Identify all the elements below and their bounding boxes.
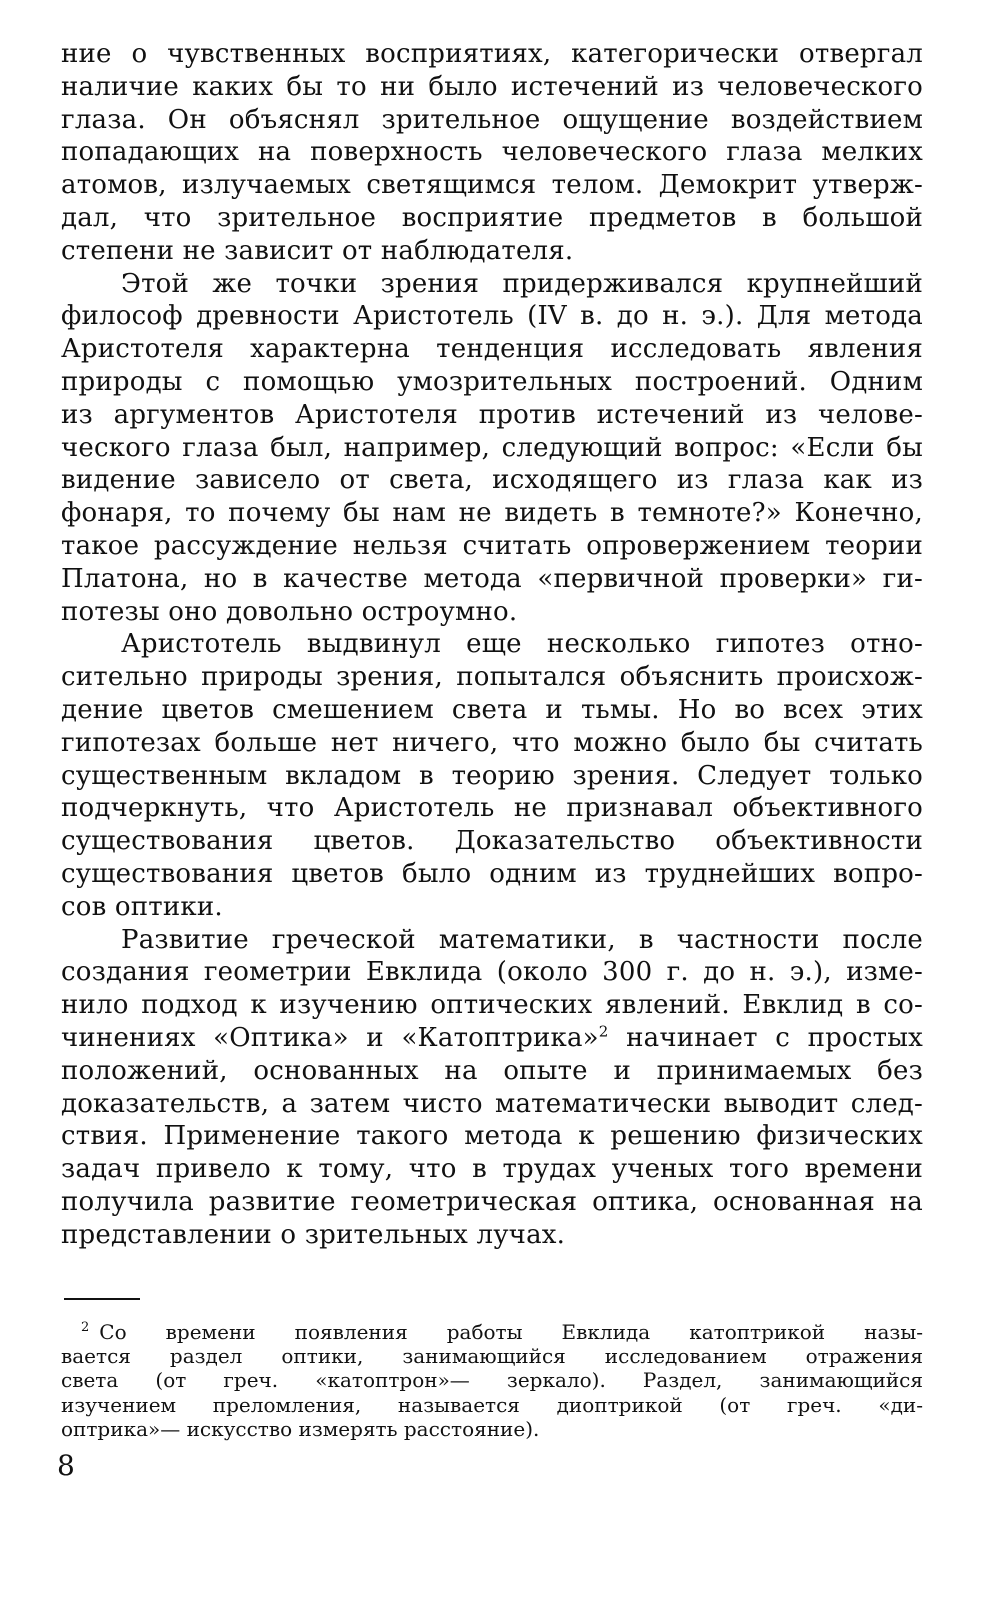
footnote-line: вается раздел оптики, занимающийся исследованием отражения [61,1344,923,1369]
text-line: атомов, излучаемых светящимся телом. Демокрит утверж- [61,170,923,201]
text-line: фонаря, то почему бы нам не видеть в темноте?» Конечно, [61,498,923,529]
text-line: Этой же точки зрения придерживался крупнейший [121,268,923,299]
page-number: 8 [57,1449,75,1482]
text-line: ние о чувственных восприятиях, категорически отвергал [61,39,923,69]
text-line: существенным вкладом в теорию зрения. Следует только [61,760,923,791]
footnote-line [61,1320,923,1344]
text-line: представлении о зрительных лучах. [61,1219,566,1250]
text-line: потезы оно довольно остроумно. [61,596,518,627]
text-line: сительно природы зрения, попытался объяснить происхож- [61,662,923,693]
text-line: степени не зависит от наблюдателя. [61,235,574,266]
text-line-head: чинениях «Оптика» и «Катоптрика» [61,1022,599,1053]
footnote-line: изучением преломления, называется диоптрикой (от греч. «ди- [61,1392,923,1417]
text-line: создания геометрии Евклида (около 300 г. до н. э.), изме- [61,957,923,988]
text-line: положений, основанных на опыте и принимаемых без [61,1055,923,1086]
text-line: такое рассуждение нельзя считать опровержением теории [61,530,923,561]
footnote-marker: 2 [81,1320,90,1336]
text-line: природы с помощью умозрительных построений. Одним [61,366,923,397]
footnote-line: оптрика»— искусство измерять расстояние). [61,1416,540,1441]
main-text [61,38,923,1251]
text-line: получила развитие геометрическая оптика, основанная на [61,1186,923,1217]
text-line: философ древности Аристотель (IV в. до н. э.). Для метода [61,301,923,332]
text-line-tail: начинает с простых [608,1022,923,1053]
text-line: дение цветов смешением света и тьмы. Но во всех этих [61,694,923,725]
text-line: ствия. Применение такого метода к решению физических [61,1121,923,1152]
text-line: подчеркнуть, что Аристотель не признавал объективного [61,793,923,824]
text-line: существования цветов. Доказательство объективности [61,826,923,857]
footnote-line: света (от греч. «катоптрон»— зеркало). Раздел, занимающийся [61,1368,923,1393]
footnote-ref: 2 [598,1022,609,1041]
text-line: попадающих на поверхность человеческого глаза мелких [61,137,923,168]
text-line: Аристотеля характерна тенденция исследовать явления [61,334,923,365]
footnote [61,1320,923,1441]
text-line: существования цветов было одним из труднейших вопро- [61,858,923,889]
text-line: доказательств, а затем чисто математически выводит след- [61,1088,923,1119]
text-line: наличие каких бы то ни было истечений из человеческого [61,71,923,102]
text-line: Развитие греческой математики, в частности после [121,924,923,955]
text-line: Аристотель выдвинул еще несколько гипотез отно- [121,629,923,660]
text-line: видение зависело от света, исходящего из глаза как из [61,465,923,496]
text-line [61,1022,923,1055]
text-line: сов оптики. [61,891,223,922]
footnote-divider [64,1298,140,1300]
text-line: Платона, но в качестве метода «первичной проверки» ги- [61,563,923,594]
text-line: нило подход к изучению оптических явлений. Евклид в со- [61,990,923,1021]
text-line: дал, что зрительное восприятие предметов в большой [61,202,923,233]
footnote-line-text: Со времени появления работы Евклида катоптрикой назы- [99,1320,923,1344]
text-line: ческого глаза был, например, следующий вопрос: «Если бы [61,432,923,463]
text-line: глаза. Он объяснял зрительное ощущение воздействием [61,104,923,135]
text-line: гипотезах больше нет ничего, что можно было бы считать [61,727,923,758]
text-line: из аргументов Аристотеля против истечений из челове- [61,399,923,430]
text-line: задач привело к тому, что в трудах ученых того времени [61,1154,923,1185]
